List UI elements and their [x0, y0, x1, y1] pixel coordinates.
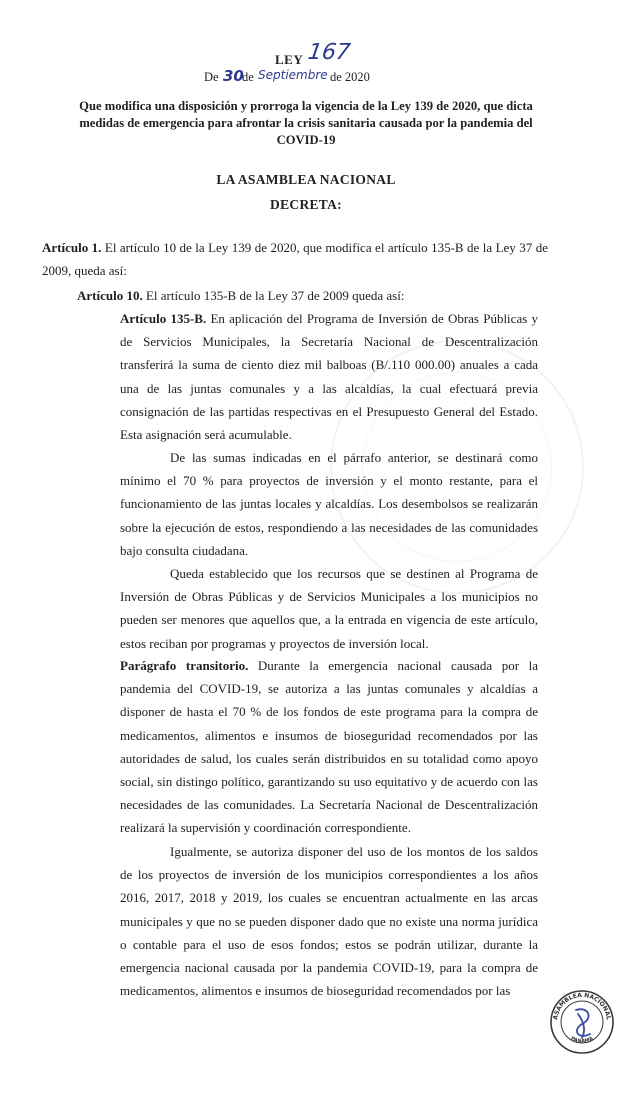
paragraph-resources: Queda establecido que los recursos que se destinen al Programa de Inversión de Obras Públicas y de Servicios Municipales a los municipios no pueden ser menores que aquellos que, a la entrada en vigencia de este artículo, estos reciban por programas y proyectos de inversión local. [120, 566, 538, 651]
document-header [79, 40, 533, 212]
handwritten-signature [576, 1009, 590, 1038]
date-prefix: De [204, 70, 219, 84]
paragrafo-transitorio [120, 654, 538, 840]
article-1-label: Artículo 1. [42, 240, 102, 255]
article-135b-text: En aplicación del Programa de Inversión de Obras Públicas y de Servicios Municipales, la Secretaría Nacional de Descentralización transferirá la suma de ciento diez mil balboas (B/.110 000.00) anuales a cada una de las juntas comunales y a las alcaldías, la cual efectuará previa consignación de las partidas respectivas en el Presupuesto General del Estado. Esta asignación será acumulable. [120, 311, 538, 443]
svg-text:ASAMBLEA NACIONAL: ASAMBLEA NACIONAL [552, 991, 612, 1021]
article-135b-label: Artículo 135-B. [120, 311, 207, 326]
article-1 [42, 236, 548, 282]
paragrafo-label: Parágrafo transitorio. [120, 658, 249, 673]
article-10-label: Artículo 10. [77, 288, 143, 303]
date-month-handwritten: Septiembre [258, 68, 328, 82]
article-10 [77, 284, 547, 307]
article-135b [120, 307, 538, 446]
svg-text:PANAMÁ: PANAMÁ [569, 1035, 595, 1045]
assembly-heading: LA ASAMBLEA NACIONAL [216, 172, 396, 187]
date-day-handwritten: 30 [223, 67, 244, 85]
date-suffix: de 2020 [330, 70, 370, 84]
paragraph-sums: De las sumas indicadas en el párrafo anterior, se destinará como mínimo el 70 % para proyectos de inversión y el monto restante, para el funcionamiento de las juntas locales y alcaldías. Los desembolsos se realizarán sobre la ejecución de estos, respondiendo a las necesidades de las comunidades bajo consulta ciudadana. [120, 450, 538, 558]
decreta-heading: DECRETA: [270, 197, 342, 212]
paragrafo-text: Durante la emergencia nacional causada por la pandemia del COVID-19, se autoriza a las juntas comunales y alcaldías a disponer de hasta el 70 % de los fondos de este programa para la compra de medicamentos, alimentos e insumos de bioseguridad recomendados por las autoridades de salud, los cuales serán distribuidos en su totalidad como apoyo social, sin distingo político, garantizando su uso equitativo y de acuerdo con las necesidades de las comunidades. La Secretaría Nacional de Descentralización realizará la supervisión y coordinación correspondiente. [120, 658, 538, 836]
law-title: Que modifica una disposición y prorroga la vigencia de la Ley 139 de 2020, que dicta medidas de emergencia para afrontar la crisis sanitaria causada por la pandemia del COVID-19 [79, 99, 533, 147]
law-number-handwritten: 167 [306, 40, 352, 65]
article-1-text: El artículo 10 de la Ley 139 de 2020, que modifica el artículo 135-B de la Ley 37 de 2009, queda así: [42, 240, 548, 279]
date-de: de [242, 70, 254, 84]
paragraph-saldos: Igualmente, se autoriza disponer del uso de los montos de los saldos de los proyectos de inversión de los municipios correspondientes a los años 2016, 2017, 2018 y 2019, los cuales se encuentran actualmente en las arcas municipales y que no se pueden disponer dado que no existe una norma jurídica o contable para el uso de esos fondos; estos se podrán utilizar, durante la emergencia nacional causada por la pandemia COVID-19, para la compra de medicamentos, alimentos e insumos de bioseguridad recomendados por las [120, 844, 538, 999]
article-10-text: El artículo 135-B de la Ley 37 de 2009 queda así: [145, 288, 405, 303]
law-number-line [112, 40, 500, 70]
law-label: LEY [275, 52, 304, 67]
assembly-stamp-seal [548, 988, 616, 1056]
